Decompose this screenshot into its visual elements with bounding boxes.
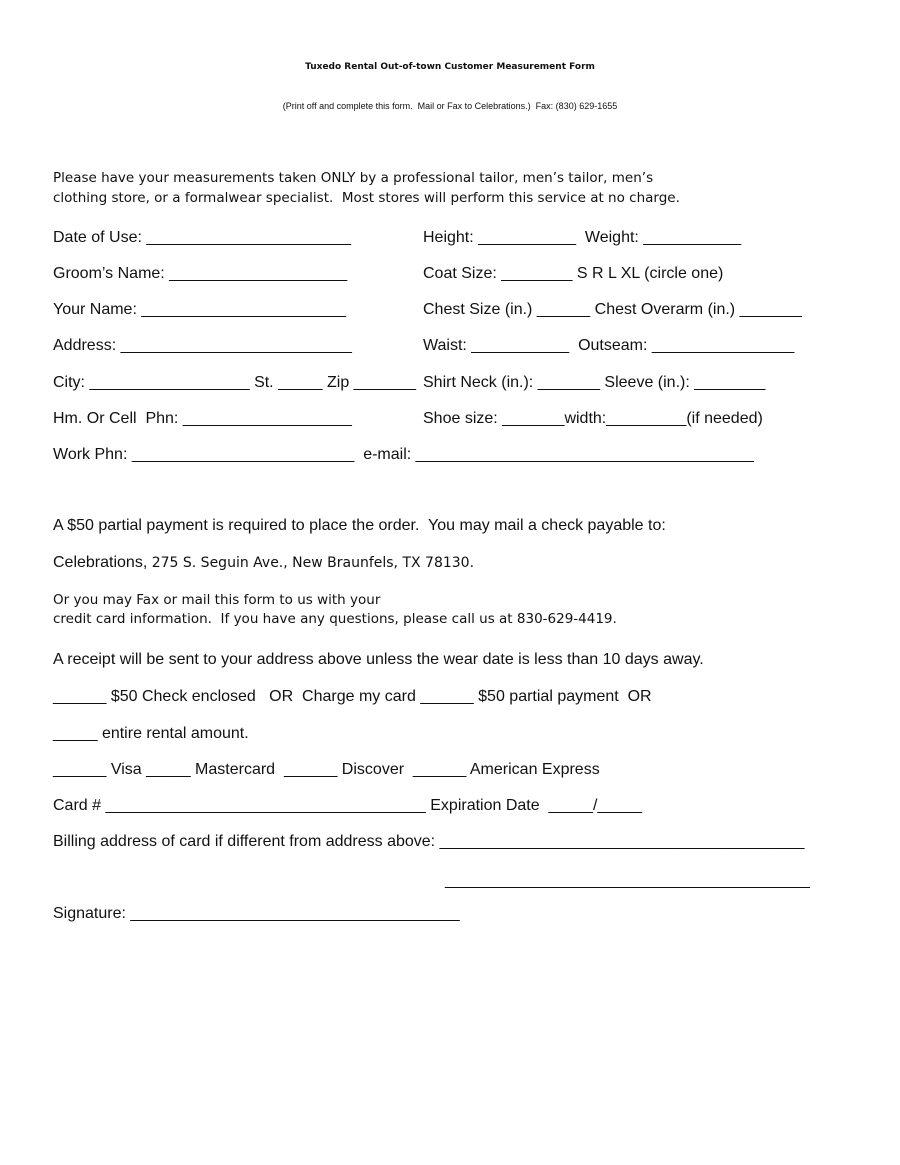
coat-size-field[interactable]: Coat Size: ________ S R L XL (circle one) [423,265,724,282]
receipt-note: A receipt will be sent to your address above unless the wear date is less than 10 days away. [53,651,704,668]
payment-option-line-1[interactable]: ______ $50 Check enclosed OR Charge my card ______ $50 partial payment OR [53,688,652,705]
mailing-address-name: Celebrations, [53,554,152,571]
height-weight-field[interactable]: Height: ___________ Weight: ___________ [423,229,742,246]
waist-outseam-field[interactable]: Waist: ___________ Outseam: ________________ [423,337,795,354]
intro-line-2: clothing store, or a formalwear specialist. Most stores will perform this service at no charge. [53,190,680,206]
card-number-expiration-field[interactable]: Card # ____________________________________ Expiration Date _____/_____ [53,797,642,814]
home-cell-phone-field[interactable]: Hm. Or Cell Phn: ___________________ [53,410,352,427]
fax-info-line-1: Or you may Fax or mail this form to us with your [53,592,381,608]
work-phone-email-field[interactable]: Work Phn: _________________________ e-mail: ______________________________________ [53,446,754,463]
payment-option-line-2[interactable]: _____ entire rental amount. [53,725,249,742]
mailing-address [53,553,474,573]
mailing-address-street: 275 S. Seguin Ave., New Braunfels, TX 78130. [151,555,475,571]
date-of-use-field[interactable]: Date of Use: _______________________ [53,229,352,246]
form-subtitle: (Print off and complete this form. Mail or Fax to Celebrations.) Fax: (830) 629-1655 [282,101,618,111]
signature-field[interactable]: Signature: _____________________________________ [53,905,460,922]
payment-required-text: A $50 partial payment is required to place the order. You may mail a check payable to: [53,517,666,534]
billing-address-field[interactable]: Billing address of card if different from address above: _________________________________________ [53,833,805,850]
shirt-neck-sleeve-field[interactable]: Shirt Neck (in.): _______ Sleeve (in.): ________ [423,374,766,391]
billing-address-continuation[interactable]: _________________________________________ [445,872,810,889]
your-name-field[interactable]: Your Name: _______________________ [53,301,347,318]
grooms-name-field[interactable]: Groom’s Name: ____________________ [53,265,348,282]
fax-info-line-2: credit card information. If you have any questions, please call us at 830-629-4419. [53,611,617,627]
form-title: Tuxedo Rental Out-of-town Customer Measurement Form [305,62,595,72]
intro-line-1: Please have your measurements taken ONLY by a professional tailor, men’s tailor, men’s [53,170,654,186]
city-state-zip-field[interactable]: City: __________________ St. _____ Zip _______ [53,374,416,391]
shoe-size-field[interactable]: Shoe size: _______width:_________(if needed) [423,410,763,427]
address-field[interactable]: Address: __________________________ [53,337,352,354]
card-type-options[interactable]: ______ Visa _____ Mastercard ______ Discover ______ American Express [53,761,600,778]
chest-size-field[interactable]: Chest Size (in.) ______ Chest Overarm (in.) _______ [423,301,802,318]
